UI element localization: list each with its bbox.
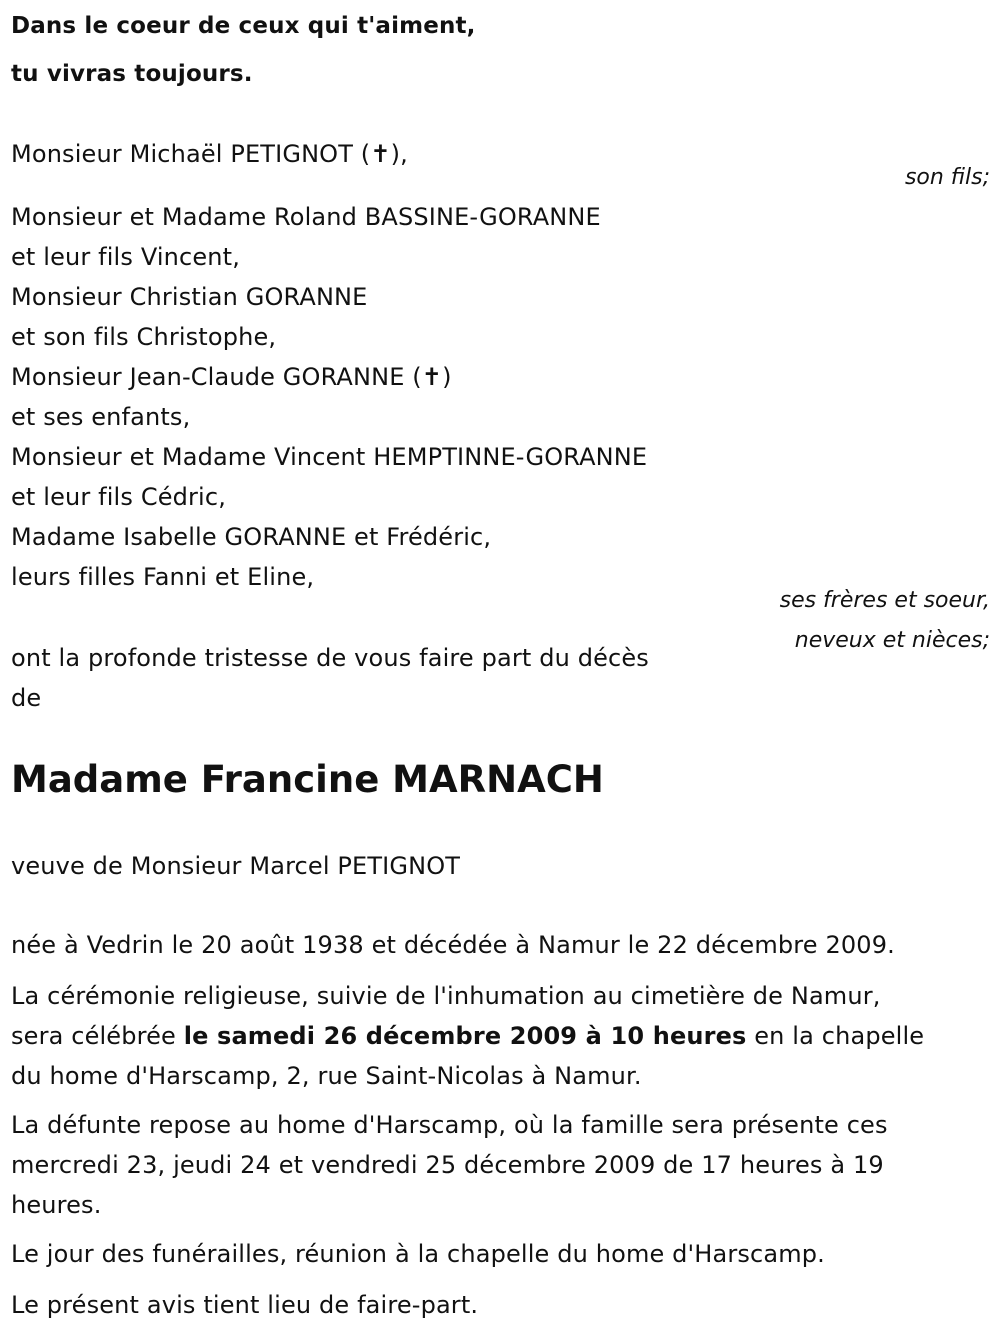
family-sibling-line: Monsieur Christian GORANNE bbox=[11, 283, 368, 311]
family-sibling-line: leurs filles Fanni et Eline, bbox=[11, 563, 315, 591]
deceased-name: Madame Francine MARNACH bbox=[11, 758, 604, 801]
family-sibling-line: Madame Isabelle GORANNE et Frédéric, bbox=[11, 523, 492, 551]
ceremony-date: le samedi 26 décembre 2009 à 10 heures bbox=[183, 1022, 747, 1050]
family-sibling-line: et leur fils Vincent, bbox=[11, 243, 240, 271]
repose-line-1: La défunte repose au home d'Harscamp, où la famille sera présente ces bbox=[11, 1111, 888, 1139]
widow-of: veuve de Monsieur Marcel PETIGNOT bbox=[11, 852, 461, 880]
ceremony-line-1: La cérémonie religieuse, suivie de l'inhumation au cimetière de Namur, bbox=[11, 982, 881, 1010]
family-siblings-role-2: neveux et nièces; bbox=[794, 628, 990, 653]
family-sibling-line: et leur fils Cédric, bbox=[11, 483, 226, 511]
family-sibling-line: et son fils Christophe, bbox=[11, 323, 277, 351]
ceremony-line-3: du home d'Harscamp, 2, rue Saint-Nicolas à Namur. bbox=[11, 1062, 642, 1090]
family-son: Monsieur Michaël PETIGNOT (✝), bbox=[11, 140, 408, 168]
family-son-role: son fils; bbox=[904, 165, 990, 190]
family-sibling-line: Monsieur et Madame Roland BASSINE-GORANNE bbox=[11, 203, 601, 231]
family-sibling-line: Monsieur Jean-Claude GORANNE (✝) bbox=[11, 363, 452, 391]
funeral-meeting: Le jour des funérailles, réunion à la chapelle du home d'Harscamp. bbox=[11, 1240, 825, 1268]
family-siblings-role: ses frères et soeur, bbox=[779, 588, 990, 613]
family-sibling-line: Monsieur et Madame Vincent HEMPTINNE-GORANNE bbox=[11, 443, 648, 471]
ceremony-post: en la chapelle bbox=[746, 1022, 925, 1050]
announcement-line-2: de bbox=[11, 684, 42, 712]
epigraph-line-2: tu vivras toujours. bbox=[11, 61, 253, 87]
family-sibling-line: et ses enfants, bbox=[11, 403, 191, 431]
announcement-line-1: ont la profonde tristesse de vous faire part du décès bbox=[11, 644, 649, 672]
repose-line-2: mercredi 23, jeudi 24 et vendredi 25 décembre 2009 de 17 heures à 19 bbox=[11, 1151, 884, 1179]
ceremony-line-2 bbox=[11, 1020, 924, 1052]
notice-statement: Le présent avis tient lieu de faire-part. bbox=[11, 1291, 479, 1319]
repose-line-3: heures. bbox=[11, 1191, 102, 1219]
epigraph-line-1: Dans le coeur de ceux qui t'aiment, bbox=[11, 13, 476, 39]
ceremony-pre: sera célébrée bbox=[11, 1022, 184, 1050]
birth-death: née à Vedrin le 20 août 1938 et décédée à Namur le 22 décembre 2009. bbox=[11, 931, 895, 959]
